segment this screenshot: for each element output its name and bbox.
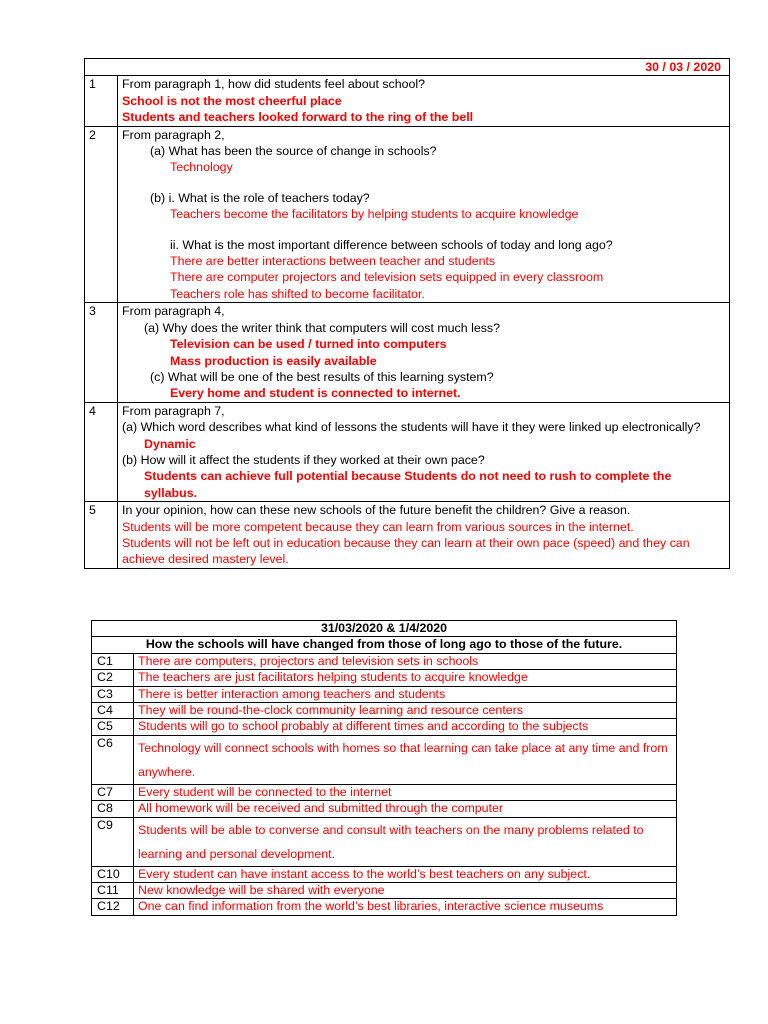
sub-question: (c) What will be one of the best results of this learning system?	[150, 369, 494, 384]
question-number: 5	[85, 502, 118, 569]
table-row	[85, 126, 730, 303]
table-row	[85, 76, 730, 126]
row-code: C4	[92, 703, 134, 719]
sub-question: ii. What is the most important difference between schools of today and long ago?	[170, 237, 613, 252]
answer-text: There are computer projectors and television sets equipped in every classroom	[170, 270, 604, 285]
row-text: Students will go to school probably at different times and according to the subjects	[134, 719, 677, 735]
sub-question: (b) How will it affect the students if they worked at their own pace?	[122, 452, 485, 467]
table-row	[92, 899, 677, 915]
row-text: Students will be able to converse and consult with teachers on the many problems related to learning and personal development.	[134, 817, 677, 866]
question-text: From paragraph 2,	[122, 127, 225, 142]
row-text: New knowledge will be shared with everyone	[134, 883, 677, 899]
question-text: In your opinion, how can these new schools of the future benefit the children? Give a reason.	[122, 503, 631, 518]
row-code: C6	[92, 735, 134, 784]
answer-text: Mass production is easily available	[170, 353, 377, 368]
row-text: There are computers, projectors and television sets in schools	[134, 653, 677, 669]
row-text: Every student can have instant access to the world’s best teachers on any subject.	[134, 866, 677, 882]
table-row	[92, 735, 677, 784]
answer-text: School is not the most cheerful place	[122, 93, 342, 108]
question-number: 4	[85, 402, 118, 501]
row-code: C9	[92, 817, 134, 866]
table-heading: How the schools will have changed from those of long ago to those of the future.	[92, 637, 677, 653]
worksheet-table-1	[84, 58, 730, 569]
answer-text: Students can achieve full potential because Students do not need to rush to complete the syllabus.	[144, 469, 672, 500]
table-row	[92, 653, 677, 669]
answer-text: Students will not be left out in education because they can learn at their own pace (speed) and they can achieve desired mastery level.	[122, 535, 690, 567]
row-text: Technology will connect schools with homes so that learning can take place at any time and from anywhere.	[134, 735, 677, 784]
table-row	[92, 866, 677, 882]
worksheet-table-2	[91, 620, 677, 916]
sub-question: (b) i. What is the role of teachers today?	[150, 190, 370, 205]
answer-text: Teachers role has shifted to become facilitator.	[170, 286, 425, 301]
sub-question: (a) Which word describes what kind of lessons the students will have it they were linked up electronically?	[122, 420, 701, 435]
table-row	[85, 402, 730, 501]
sub-question: (a) Why does the writer think that computers will cost much less?	[144, 320, 501, 335]
row-text: Every student will be connected to the internet	[134, 784, 677, 800]
table-row	[92, 686, 677, 702]
question-number: 2	[85, 126, 118, 303]
row-code: C5	[92, 719, 134, 735]
question-text: From paragraph 1, how did students feel about school?	[122, 77, 426, 92]
row-code: C3	[92, 686, 134, 702]
row-text: One can find information from the world’s best libraries, interactive science museums	[134, 899, 677, 915]
row-text: The teachers are just facilitators helping students to acquire knowledge	[134, 670, 677, 686]
table-row	[85, 303, 730, 402]
row-text: All homework will be received and submitted through the computer	[134, 801, 677, 817]
row-code: C12	[92, 899, 134, 915]
answer-text: Television can be used / turned into computers	[170, 337, 447, 352]
row-code: C7	[92, 784, 134, 800]
date-label-1: 30 / 03 / 2020	[85, 59, 730, 76]
row-text: They will be round-the-clock community learning and resource centers	[134, 703, 677, 719]
sub-question: (a) What has been the source of change in schools?	[150, 144, 437, 159]
table-row	[92, 703, 677, 719]
row-code: C2	[92, 670, 134, 686]
row-code: C1	[92, 653, 134, 669]
question-number: 3	[85, 303, 118, 402]
table-row	[92, 883, 677, 899]
answer-text: Students will be more competent because they can learn from various sources in the internet.	[122, 519, 634, 534]
answer-text: Students and teachers looked forward to the ring of the bell	[122, 110, 474, 125]
row-code: C8	[92, 801, 134, 817]
table-row	[92, 801, 677, 817]
answer-text: Teachers become the facilitators by helping students to acquire knowledge	[170, 207, 579, 222]
table-row	[92, 784, 677, 800]
answer-text: Technology	[170, 160, 233, 175]
row-text: There is better interaction among teachers and students	[134, 686, 677, 702]
answer-text: There are better interactions between teacher and students	[170, 254, 496, 269]
table-row	[92, 719, 677, 735]
row-code: C11	[92, 883, 134, 899]
table-row	[92, 817, 677, 866]
answer-text: Every home and student is connected to internet.	[170, 386, 461, 401]
table-row	[85, 502, 730, 569]
answer-text: Dynamic	[144, 436, 196, 451]
question-text: From paragraph 4,	[122, 304, 225, 319]
date-label-2: 31/03/2020 & 1/4/2020	[92, 621, 677, 637]
row-code: C10	[92, 866, 134, 882]
question-text: From paragraph 7,	[122, 403, 225, 418]
question-number: 1	[85, 76, 118, 126]
table-row	[92, 670, 677, 686]
